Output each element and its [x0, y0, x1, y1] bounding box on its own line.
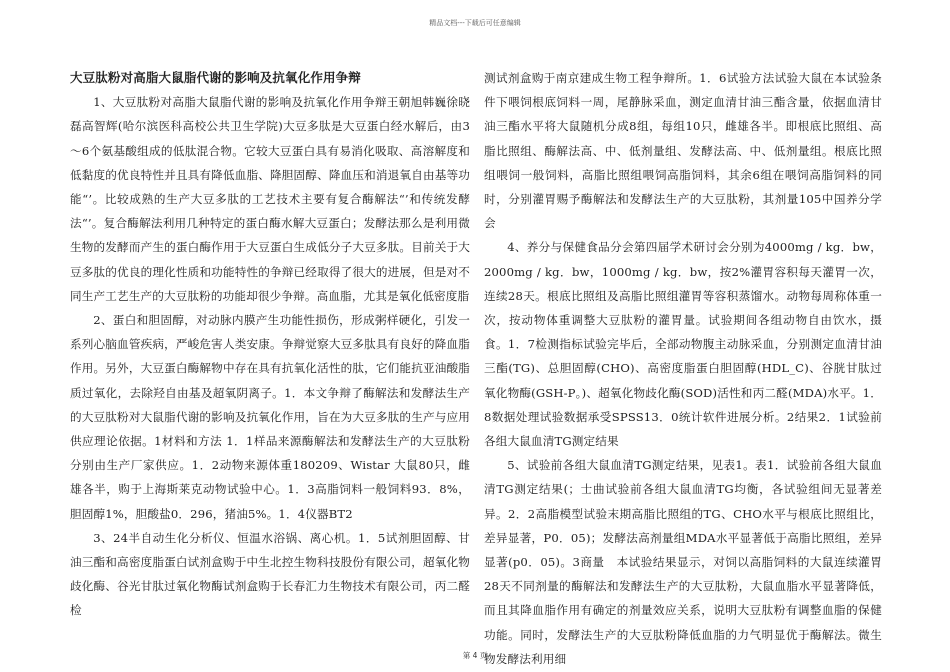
right-column — [484, 66, 882, 671]
paragraph-4: 4、养分与保健食品分会第四届学术研讨会分别为4000mg / kg．bw，2000mg / kg．bw，1000mg / kg．bw，按2%灌胃容积每天灌胃一次，连续28天。根底比照组及高脂比照组灌胃等容积蒸馏水。动物每周称体重一次，按动物体重调整大豆肽粉的灌胃量。试验期间各组动物自由饮水，摄食。1．7检测指标试验完毕后，全部动物腹主动脉采血，分别测定血清甘油三酯(TG)、总胆固醇(CHO)、高密度脂蛋白胆固醇(HDL_C)、谷胱甘肽过氧化物酶(GSH-P。)、超氧化物歧化酶(SOD)活性和丙二醛(MDA)水平。1．8数据处理试验数据承受SPSS13．0统计软件进展分析。2结果2．1试验前各组大鼠血清TG测定结果 — [484, 240, 882, 449]
paragraph-3: 3、24半自动生化分析仪、恒温水浴锅、离心机。1．5试剂胆固醇、甘油三酯和高密度脂蛋白试剂盒购于中生北控生物科技股份有限公司，超氧化物歧化酶、谷光甘肽过氧化物酶试剂盒购于长春汇力生物技术有限公司，丙二醛检 — [70, 530, 470, 618]
page-number: 第 4 页 — [462, 651, 488, 660]
paragraph-3-continued: 测试剂盒购于南京建成生物工程争辩所。1．6试验方法试验大鼠在本试验条件下喂饲根底饲料一周，尾静脉采血，测定血清甘油三酯含量，依据血清甘油三酯水平将大鼠随机分成8组，每组10只，雌雄各半。即根底比照组、高脂比照组、酶解法高、中、低剂量组、发酵法高、中、低剂量组。根底比照组喂饲一般饲料，高脂比照组喂饲高脂饲料，其余6组在喂饲高脂饲料的同时，分别灌胃赐予酶解法和发酵法生产的大豆肽粉，其剂量105中国养分学会 — [484, 71, 882, 231]
paragraph-1: 1、大豆肽粉对高脂大鼠脂代谢的影响及抗氧化作用争辩王朝旭韩巍徐晓磊高智辉(哈尔滨医科高校公共卫生学院)大豆多肽是大豆蛋白经水解后，由3～6个氨基酸组成的低肽混合物。它较大豆蛋白具有易消化吸取、高溶解度和低黏度的优良特性并且具有降低血脂、降胆固醇、降血压和消退氧自由基等功能“’。比较成熟的生产大豆多肽的工艺技术主要有复合酶解法“’和传统发酵法“’。复合酶解法利用几种特定的蛋白酶水解大豆蛋白；发酵法那么是利用微生物的发酵而产生的蛋白酶作用于大豆蛋白生成低分子大豆多肽。目前关于大豆多肽的优良的理化性质和功能特性的争辩已经取得了很大的进展，但是对不同生产工艺生产的大豆肽粉的功能却很少争辩。高血脂，尤其是氧化低密度脂 — [70, 95, 470, 303]
article-title: 大豆肽粉对高脂大鼠脂代谢的影响及抗氧化作用争辩 — [70, 70, 361, 85]
left-column — [70, 66, 470, 623]
paragraph-5: 5、试验前各组大鼠血清TG测定结果，见表1。表1．试验前各组大鼠血清TG测定结果(；士曲试验前各组大鼠血清TG均衡，各试验组间无显著差异。2．2高脂模型试验末期高脂比照组的TG、CHO水平与根底比照组比，差异显著，P0．05)；发酵法高剂量组MDA水平显著低于高脂比照组，差异显著(p0．05)。3商量 本试验结果显示，对饲以高脂饲料的大鼠连续灌胃28天不同剂量的酶解法和发酵法生产的大豆肽粉，大鼠血脂水平显著降低，而且其降血脂作用有确定的剂量效应关系，说明大豆肽粉有调整血脂的保健功能。同时，发酵法生产的大豆肽粉降低血脂的力气明显优于酶解法。微生物发酵法利用细 — [484, 458, 882, 666]
page-header: 精品文档---下载后可任意编辑 — [429, 19, 521, 27]
paragraph-2: 2、蛋白和胆固醇，对动脉内膜产生功能性损伤，形成粥样硬化，引发一系列心脑血管疾病，严峻危害人类安康。争辩觉察大豆多肽具有良好的降血脂作用。另外，大豆蛋白酶解物中存在具有抗氧化活性的肽，它们能抗亚油酸脂质过氧化，去除羟自由基及超氧阴离子。1．本文争辩了酶解法和发酵法生产的大豆肽粉对大鼠脂代谢的影响及抗氧化作用，旨在为大豆多肽的生产与应用供应理论依据。1材料和方法 1．1样品来源酶解法和发酵法生产的大豆肽粉分别由生产厂家供应。1．2动物来源体重180209、Wistar 大鼠80只，雌雄各半，购于上海斯莱克动物试验中心。1．3高脂饲料一般饲料93．8%，胆固醇1%，胆酸盐0．296，猪油5%。1．4仪器BT2 — [70, 313, 470, 521]
